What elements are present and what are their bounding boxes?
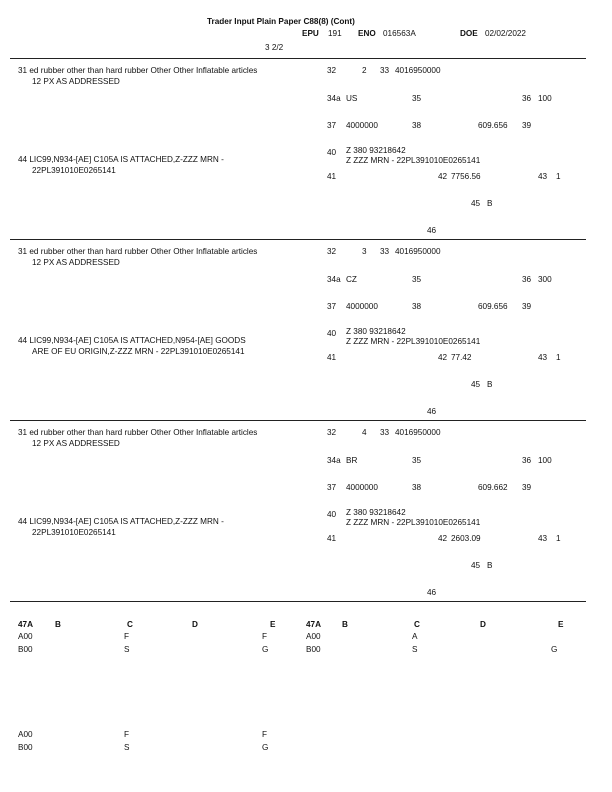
- box34a-label: 34a: [327, 456, 341, 465]
- previous-document: Z 380 93218642: [346, 146, 406, 155]
- previous-document-mrn: Z ZZZ MRN - 22PL391010E0265141: [346, 518, 481, 527]
- box38-label: 38: [412, 121, 422, 130]
- tax-type: A00: [18, 730, 33, 739]
- packages-description: 12 PX AS ADDRESSED: [32, 258, 120, 267]
- origin-country: US: [346, 94, 358, 103]
- tax-base-code: A: [412, 632, 418, 641]
- additional-info: 44 LIC99,N934-[AE] C105A IS ATTACHED,Z-ZZZ MRN -: [18, 517, 224, 526]
- tax-type: B00: [306, 645, 321, 654]
- item-price: 2603.09: [451, 534, 481, 543]
- epu-label: EPU: [302, 29, 319, 38]
- box35-label: 35: [412, 94, 422, 103]
- origin-country: BR: [346, 456, 358, 465]
- box40-label: 40: [327, 148, 337, 157]
- box40-label: 40: [327, 329, 337, 338]
- preference-value: 300: [538, 275, 552, 284]
- item-price: 77.42: [451, 353, 472, 362]
- page-title: Trader Input Plain Paper C88(8) (Cont): [207, 17, 355, 26]
- adjustment-value: B: [487, 199, 493, 208]
- net-mass: 609.656: [478, 121, 508, 130]
- box32-label: 32: [327, 66, 337, 75]
- additional-info: 44 LIC99,N934-[AE] C105A IS ATTACHED,N954-[AE] GOODS: [18, 336, 246, 345]
- tax-base-code: S: [124, 743, 130, 752]
- procedure-code: 4000000: [346, 302, 378, 311]
- tax-header-47a: 47A: [18, 620, 34, 629]
- box39-label: 39: [522, 302, 532, 311]
- previous-document: Z 380 93218642: [346, 327, 406, 336]
- valuation-method: 1: [556, 353, 561, 362]
- preference-value: 100: [538, 94, 552, 103]
- page-number: 3 2/2: [265, 43, 284, 52]
- box36-label: 36: [522, 275, 532, 284]
- net-mass: 609.662: [478, 483, 508, 492]
- tax-header-b: B: [55, 620, 61, 629]
- tax-method-code: G: [262, 645, 269, 654]
- tax-method-code: G: [262, 743, 269, 752]
- tax-header-47a: 47A: [306, 620, 322, 629]
- box37-label: 37: [327, 121, 337, 130]
- tax-base-code: S: [412, 645, 418, 654]
- box38-label: 38: [412, 302, 422, 311]
- valuation-method: 1: [556, 534, 561, 543]
- tax-header-d: D: [192, 620, 198, 629]
- packages-description: 12 PX AS ADDRESSED: [32, 77, 120, 86]
- box39-label: 39: [522, 483, 532, 492]
- divider: [10, 601, 586, 602]
- procedure-code: 4000000: [346, 483, 378, 492]
- commodity-code: 4016950000: [395, 428, 441, 437]
- box43-label: 43: [538, 353, 548, 362]
- box34a-label: 34a: [327, 94, 341, 103]
- additional-info-cont: ARE OF EU ORIGIN,Z-ZZZ MRN - 22PL391010E0265141: [32, 347, 245, 356]
- box38-label: 38: [412, 483, 422, 492]
- box36-label: 36: [522, 94, 532, 103]
- commodity-code: 4016950000: [395, 247, 441, 256]
- packages-description: 12 PX AS ADDRESSED: [32, 439, 120, 448]
- box46-label: 46: [427, 226, 437, 235]
- box34a-label: 34a: [327, 275, 341, 284]
- tax-type: B00: [18, 645, 33, 654]
- commodity-code: 4016950000: [395, 66, 441, 75]
- item-number: 3: [362, 247, 367, 256]
- box32-label: 32: [327, 428, 337, 437]
- box45-label: 45: [471, 561, 481, 570]
- box37-label: 37: [327, 483, 337, 492]
- tax-header-e: E: [558, 620, 564, 629]
- goods-description: 31 ed rubber other than hard rubber Other Other Inflatable articles: [18, 247, 258, 256]
- box41-label: 41: [327, 353, 337, 362]
- box41-label: 41: [327, 172, 337, 181]
- adjustment-value: B: [487, 380, 493, 389]
- net-mass: 609.656: [478, 302, 508, 311]
- box35-label: 35: [412, 275, 422, 284]
- tax-base-code: F: [124, 730, 130, 739]
- box42-label: 42: [438, 534, 448, 543]
- additional-info-cont: 22PL391010E0265141: [32, 528, 116, 537]
- tax-header-c: C: [127, 620, 133, 629]
- box33-label: 33: [380, 428, 390, 437]
- tax-method-code: F: [262, 632, 268, 641]
- box33-label: 33: [380, 66, 390, 75]
- tax-header-d: D: [480, 620, 486, 629]
- box45-label: 45: [471, 380, 481, 389]
- box46-label: 46: [427, 588, 437, 597]
- tax-header-e: E: [270, 620, 276, 629]
- item-block: [0, 362, 612, 602]
- box43-label: 43: [538, 534, 548, 543]
- previous-document: Z 380 93218642: [346, 508, 406, 517]
- adjustment-value: B: [487, 561, 493, 570]
- doe-value: 02/02/2022: [485, 29, 526, 38]
- goods-description: 31 ed rubber other than hard rubber Other Other Inflatable articles: [18, 428, 258, 437]
- box46-label: 46: [427, 407, 437, 416]
- previous-document-mrn: Z ZZZ MRN - 22PL391010E0265141: [346, 337, 481, 346]
- box36-label: 36: [522, 456, 532, 465]
- additional-info: 44 LIC99,N934-[AE] C105A IS ATTACHED,Z-ZZZ MRN -: [18, 155, 224, 164]
- item-number: 2: [362, 66, 367, 75]
- box37-label: 37: [327, 302, 337, 311]
- tax-type: A00: [18, 632, 33, 641]
- box33-label: 33: [380, 247, 390, 256]
- origin-country: CZ: [346, 275, 357, 284]
- tax-base-code: S: [124, 645, 130, 654]
- eno-value: 016563A: [383, 29, 416, 38]
- doe-label: DOE: [460, 29, 478, 38]
- tax-header-c: C: [414, 620, 420, 629]
- item-price: 7756.56: [451, 172, 481, 181]
- previous-document-mrn: Z ZZZ MRN - 22PL391010E0265141: [346, 156, 481, 165]
- box32-label: 32: [327, 247, 337, 256]
- tax-header-b: B: [342, 620, 348, 629]
- tax-method-code: F: [262, 730, 268, 739]
- preference-value: 100: [538, 456, 552, 465]
- item-number: 4: [362, 428, 367, 437]
- box41-label: 41: [327, 534, 337, 543]
- additional-info-cont: 22PL391010E0265141: [32, 166, 116, 175]
- tax-type: A00: [306, 632, 321, 641]
- tax-base-code: F: [124, 632, 130, 641]
- valuation-method: 1: [556, 172, 561, 181]
- box42-label: 42: [438, 172, 448, 181]
- box35-label: 35: [412, 456, 422, 465]
- tax-type: B00: [18, 743, 33, 752]
- box40-label: 40: [327, 510, 337, 519]
- box45-label: 45: [471, 199, 481, 208]
- box39-label: 39: [522, 121, 532, 130]
- eno-label: ENO: [358, 29, 376, 38]
- box43-label: 43: [538, 172, 548, 181]
- epu-value: 191: [328, 29, 342, 38]
- goods-description: 31 ed rubber other than hard rubber Other Other Inflatable articles: [18, 66, 258, 75]
- tax-method-code: G: [551, 645, 558, 654]
- box42-label: 42: [438, 353, 448, 362]
- procedure-code: 4000000: [346, 121, 378, 130]
